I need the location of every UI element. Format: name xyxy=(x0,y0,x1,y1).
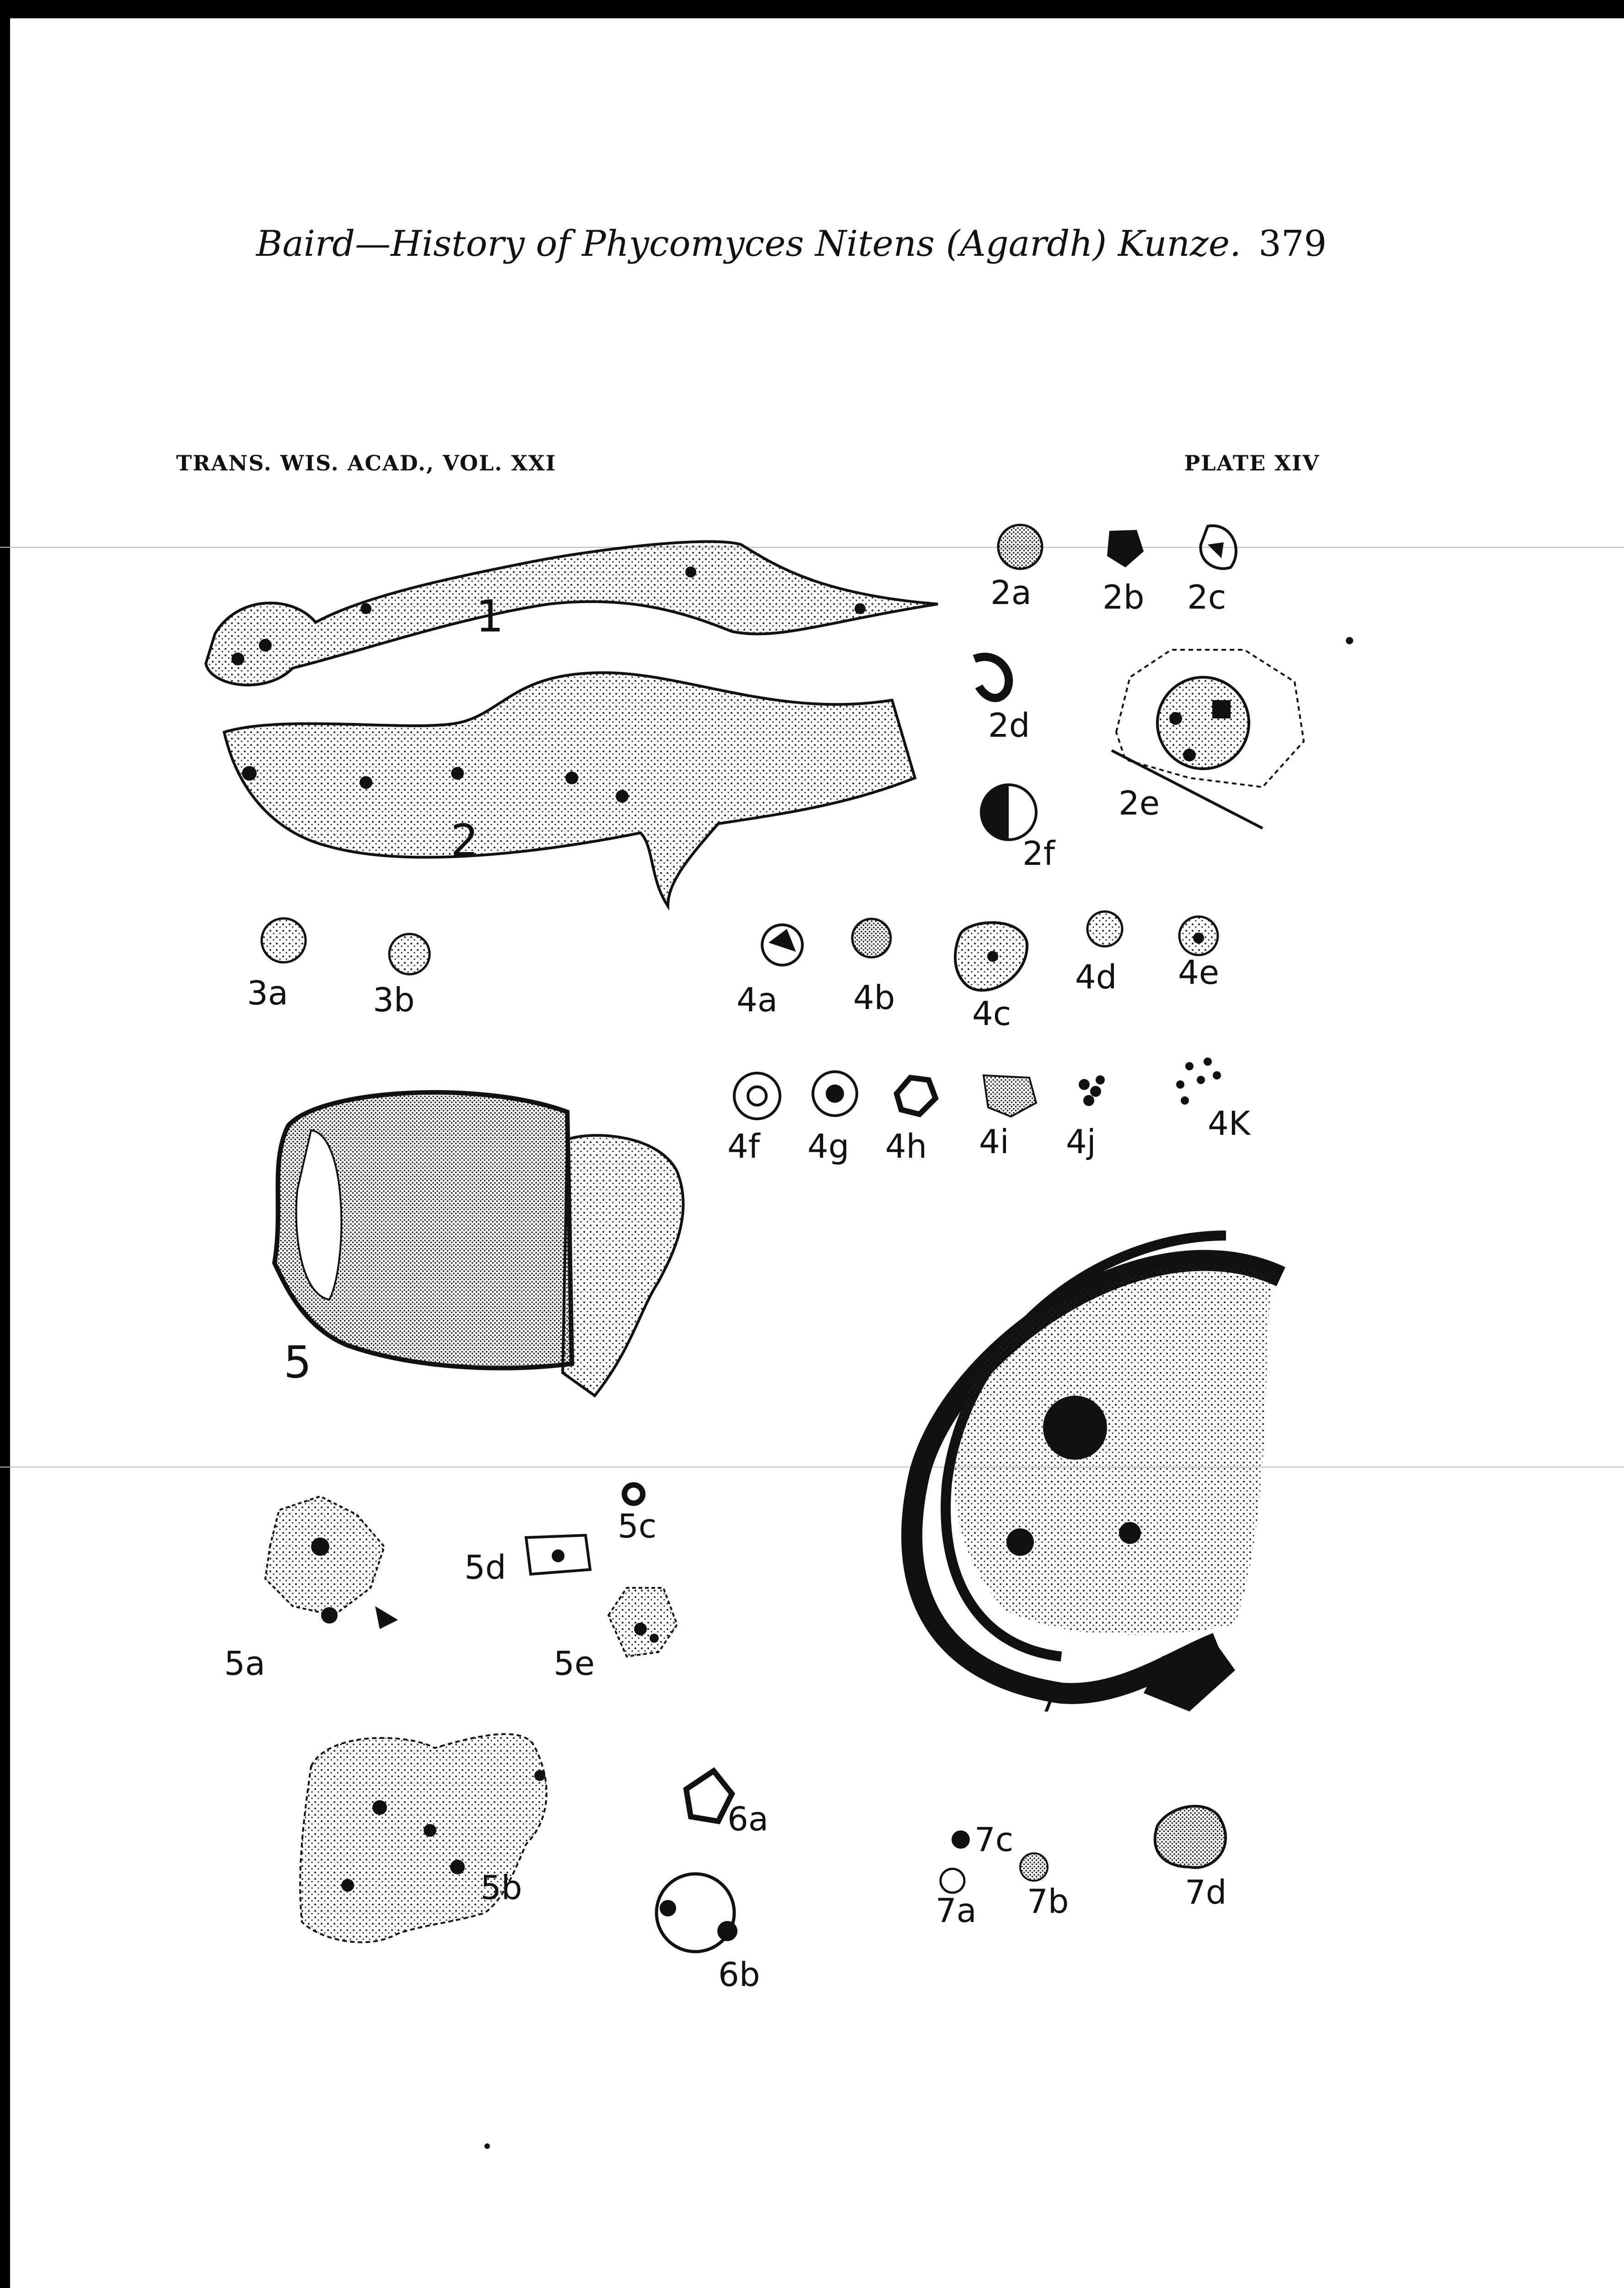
label-7b: 7b xyxy=(1027,1882,1069,1921)
stray-dot xyxy=(1346,637,1353,644)
figure-7a xyxy=(941,1869,964,1893)
figure-2d-spore xyxy=(974,657,1009,698)
page-number: 379 xyxy=(1258,223,1327,264)
plate-number: PLATE XIV xyxy=(1184,451,1320,475)
figure-5c-spore xyxy=(624,1485,643,1503)
figure-5e-cells xyxy=(608,1588,677,1657)
figure-7d xyxy=(1155,1806,1226,1867)
label-3a: 3a xyxy=(247,974,288,1012)
label-2e: 2e xyxy=(1119,784,1160,822)
label-4i: 4i xyxy=(979,1122,1009,1161)
figure-5b-tissue xyxy=(300,1734,547,1943)
figure-3b-spore xyxy=(389,934,430,974)
label-7a: 7a xyxy=(936,1891,977,1930)
label-2a: 2a xyxy=(990,573,1032,612)
label-4f: 4f xyxy=(727,1127,760,1166)
figure-4d xyxy=(1087,912,1122,946)
label-4g: 4g xyxy=(807,1127,850,1166)
label-6b: 6b xyxy=(718,1955,760,1994)
figure-4a xyxy=(762,925,802,965)
figure-4h xyxy=(897,1078,936,1114)
label-5d: 5d xyxy=(464,1548,506,1586)
label-2c: 2c xyxy=(1187,578,1226,616)
label-5b: 5b xyxy=(480,1868,522,1907)
figure-2b-spore xyxy=(1107,530,1144,567)
figure-7c xyxy=(952,1830,970,1849)
label-2f: 2f xyxy=(1022,834,1055,873)
label-4b: 4b xyxy=(853,978,895,1017)
figure-4c xyxy=(955,923,1027,990)
figure-7b xyxy=(1020,1853,1048,1881)
label-4c: 4c xyxy=(972,994,1011,1033)
label-2b: 2b xyxy=(1102,578,1145,616)
stray-dot xyxy=(484,2143,490,2149)
label-5c: 5c xyxy=(618,1507,657,1545)
running-title: Baird—History of Phycomyces Nitens (Agardh) Kunze. xyxy=(256,223,1241,264)
figure-2c-spore xyxy=(1201,526,1236,569)
figure-4i xyxy=(984,1075,1036,1117)
journal-citation: TRANS. WIS. ACAD., VOL. XXI xyxy=(176,451,557,475)
label-4d: 4d xyxy=(1075,958,1117,996)
label-4j: 4j xyxy=(1066,1122,1096,1161)
figure-2a-spore xyxy=(998,525,1042,569)
label-4e: 4e xyxy=(1178,953,1220,992)
figure-4b xyxy=(852,919,891,957)
figure-2-hypha xyxy=(224,673,915,906)
label-7: 7 xyxy=(1038,1681,1059,1719)
label-4k: 4K xyxy=(1208,1104,1251,1143)
label-2: 2 xyxy=(451,815,479,866)
figure-6b-spore xyxy=(656,1874,737,1952)
figure-4f xyxy=(734,1073,780,1119)
figure-4e xyxy=(1179,917,1218,955)
label-5a: 5a xyxy=(224,1644,265,1683)
figure-4g xyxy=(813,1072,857,1116)
label-6a: 6a xyxy=(727,1800,769,1838)
label-7d: 7d xyxy=(1185,1873,1227,1911)
figure-1-hypha xyxy=(206,542,938,685)
figure-4k xyxy=(1176,1058,1221,1105)
figure-3a-spore xyxy=(262,918,306,962)
figure-5d-cell xyxy=(526,1535,590,1574)
label-2d: 2d xyxy=(988,706,1030,745)
label-4a: 4a xyxy=(737,981,778,1019)
figure-5a-cells xyxy=(265,1496,398,1629)
figure-5-cell xyxy=(274,1092,683,1396)
figure-7-section xyxy=(912,1236,1281,1711)
label-5: 5 xyxy=(284,1337,312,1388)
label-3b: 3b xyxy=(373,981,415,1019)
figure-6a-spore xyxy=(686,1771,732,1821)
figure-4j xyxy=(1079,1075,1105,1106)
label-5e: 5e xyxy=(554,1644,595,1683)
label-4h: 4h xyxy=(885,1127,927,1166)
figure-2f-spore xyxy=(981,785,1036,840)
label-7c: 7c xyxy=(974,1820,1014,1859)
label-1: 1 xyxy=(476,591,504,642)
